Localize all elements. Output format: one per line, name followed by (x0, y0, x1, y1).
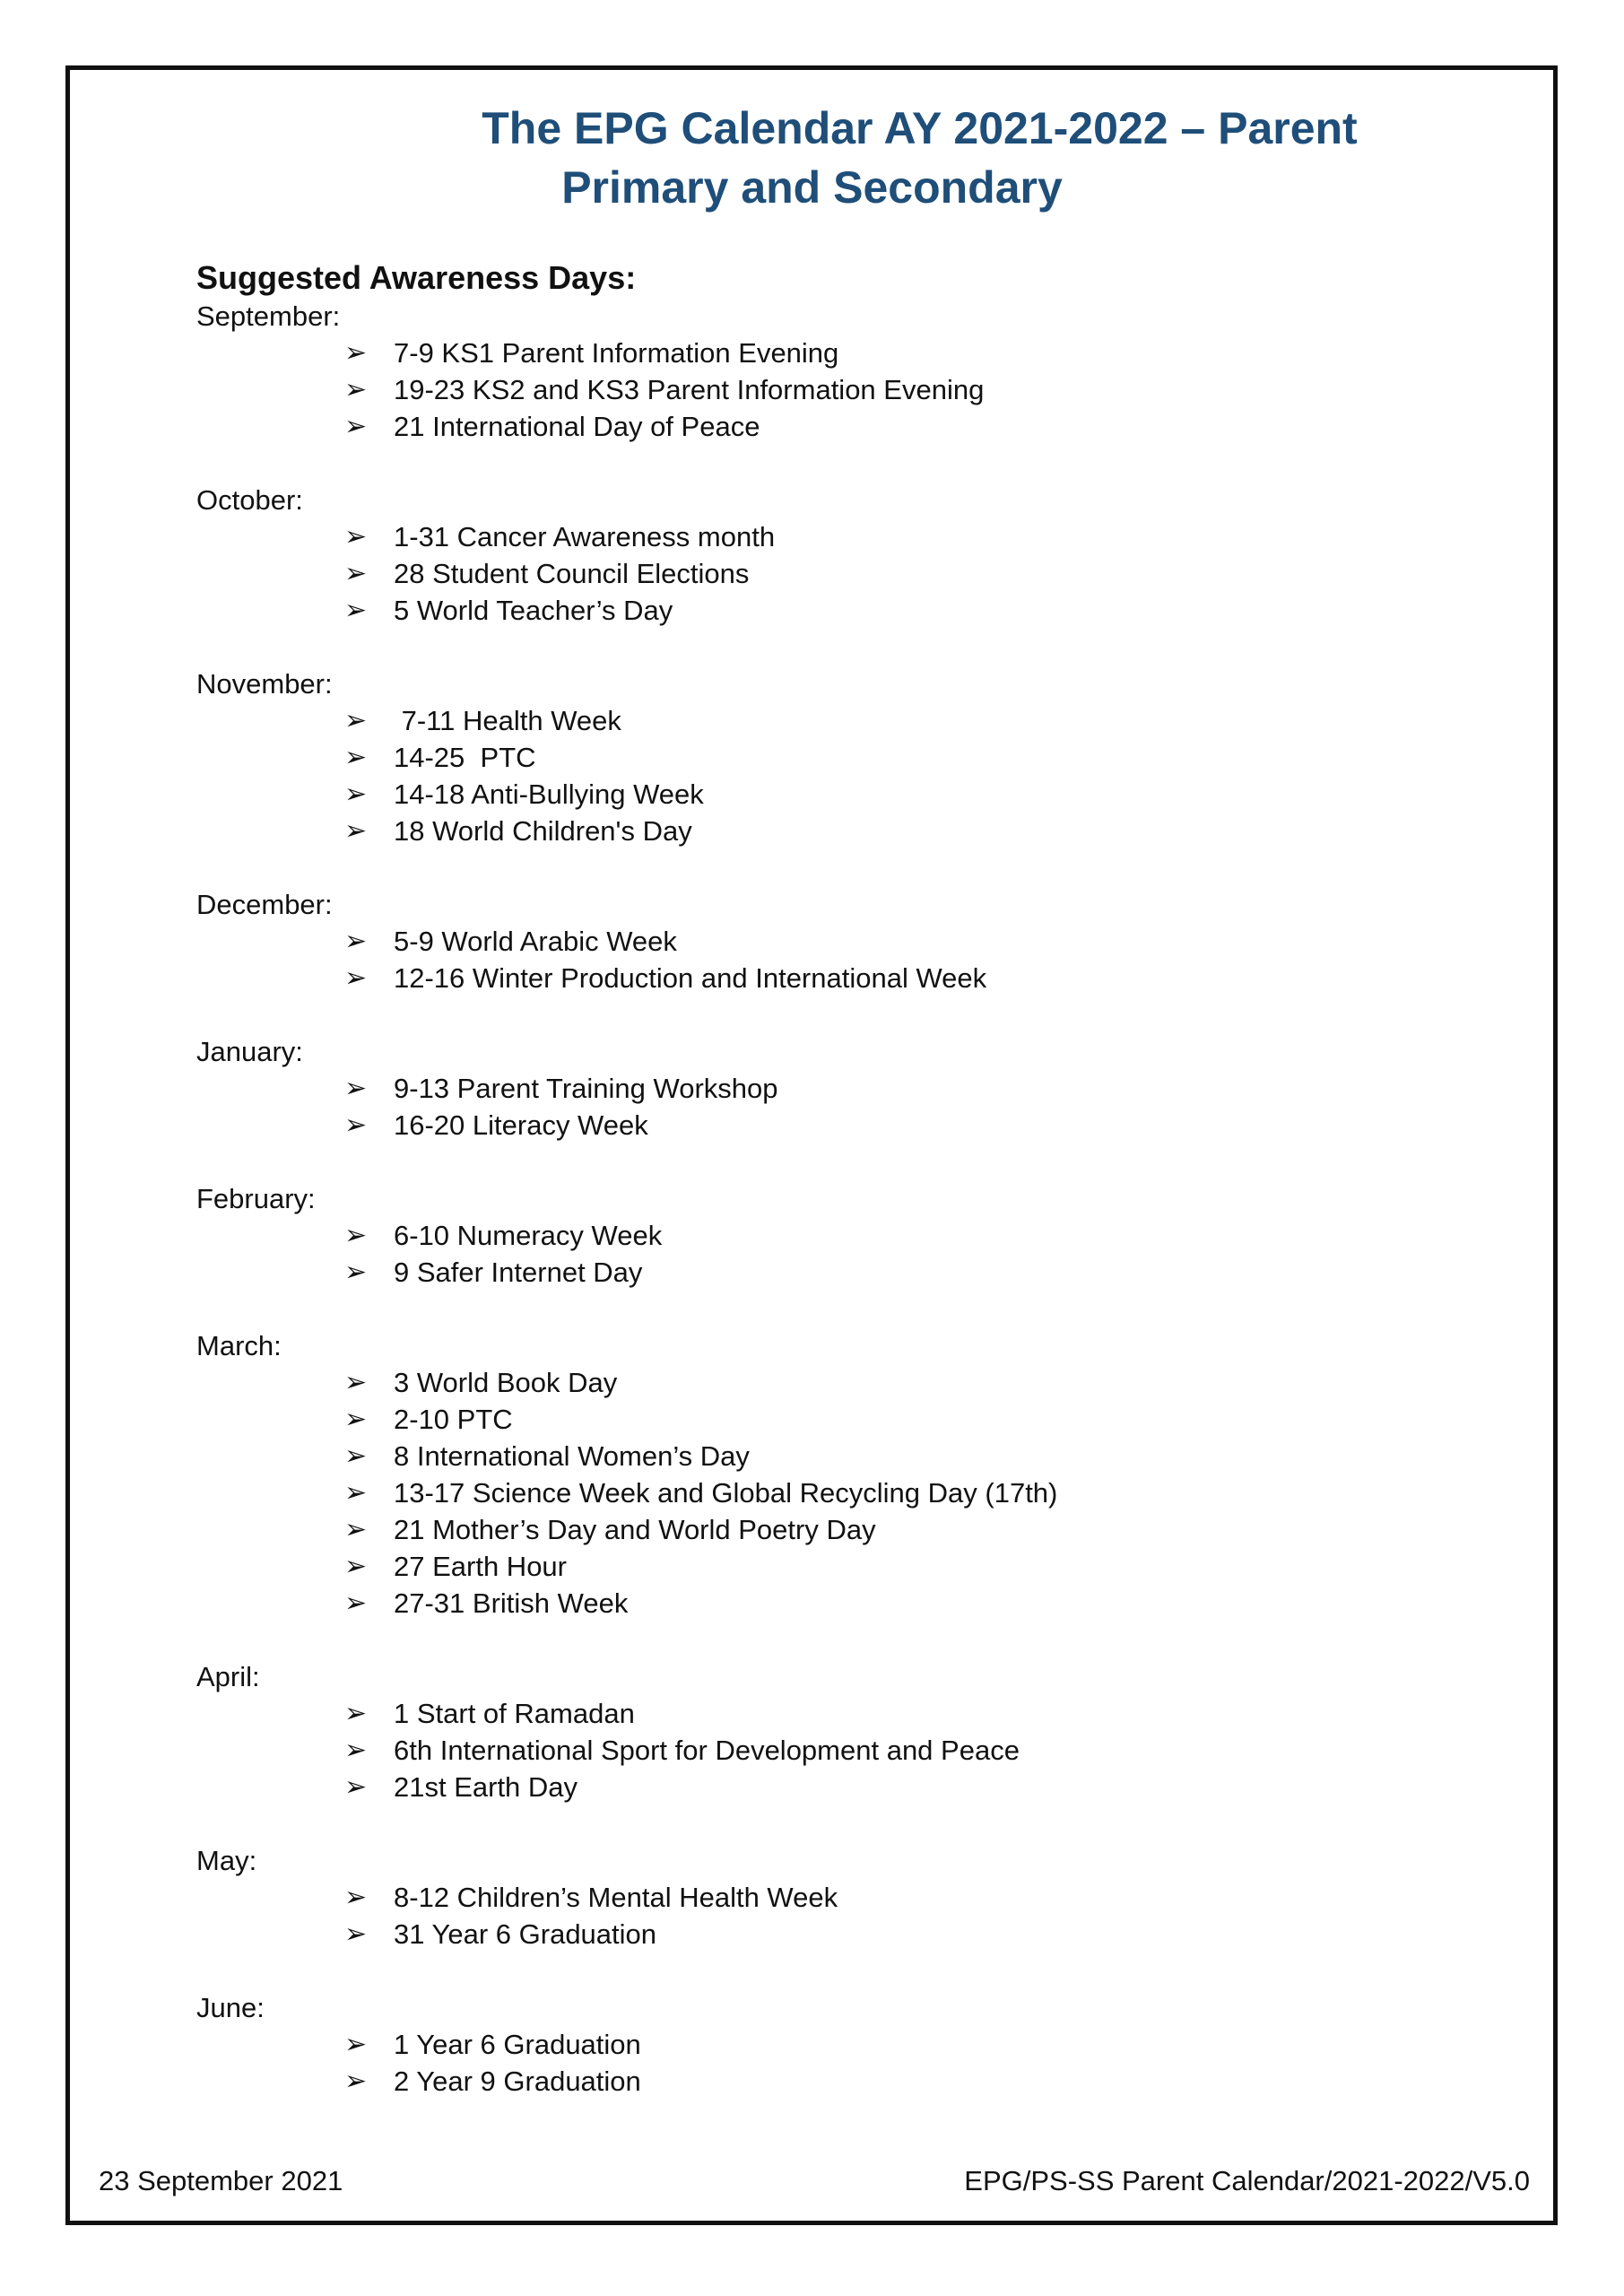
event-text: 21 International Day of Peace (394, 410, 760, 442)
event-text: 2-10 PTC (394, 1403, 513, 1435)
list-item (196, 702, 1452, 739)
list-item (196, 1511, 1452, 1548)
month-block (196, 1842, 1452, 1989)
event-text: 18 World Children's Day (394, 814, 692, 847)
event-text: 5 World Teacher’s Day (394, 594, 673, 626)
event-text: 3 World Book Day (394, 1366, 618, 1398)
month-label: February: (196, 1183, 316, 1214)
month-label: October: (196, 484, 303, 516)
event-text: 14-25 PTC (394, 741, 536, 773)
arrow-bullet-icon: ➢ (344, 522, 368, 552)
month-label: May: (196, 1845, 257, 1876)
event-text: 21 Mother’s Day and World Poetry Day (394, 1513, 876, 1545)
event-text: 1-31 Cancer Awareness month (394, 520, 776, 552)
arrow-bullet-icon: ➢ (344, 1699, 368, 1728)
title-line-1: The EPG Calendar AY 2021-2022 – Parent (482, 103, 1358, 153)
list-item (196, 739, 1452, 776)
list-item (196, 1401, 1452, 1438)
arrow-bullet-icon: ➢ (344, 1441, 368, 1471)
month-block (196, 665, 1452, 886)
arrow-bullet-icon: ➢ (344, 559, 368, 588)
arrow-bullet-icon: ➢ (344, 1515, 368, 1544)
arrow-bullet-icon: ➢ (344, 926, 368, 956)
arrow-bullet-icon: ➢ (344, 1478, 368, 1508)
event-text: 9 Safer Internet Day (394, 1256, 643, 1288)
list-item (196, 1474, 1452, 1511)
month-spacer (196, 1291, 1452, 1327)
list-item (196, 1070, 1452, 1107)
page-title (0, 99, 1624, 217)
month-block (196, 1033, 1452, 1180)
month-spacer (196, 1144, 1452, 1180)
event-text: 8 International Women’s Day (394, 1439, 750, 1472)
month-block (196, 1180, 1452, 1327)
month-block (196, 1989, 1452, 2100)
list-item (196, 1585, 1452, 1622)
arrow-bullet-icon: ➢ (344, 1772, 368, 1802)
month-block (196, 482, 1452, 665)
event-list (196, 1879, 1452, 1952)
event-text: 6th International Sport for Development and Peace (394, 1734, 1020, 1766)
event-text: 21st Earth Day (394, 1770, 578, 1803)
list-item (196, 518, 1452, 555)
arrow-bullet-icon: ➢ (344, 2030, 368, 2059)
arrow-bullet-icon: ➢ (344, 1110, 368, 1140)
list-item (196, 335, 1452, 371)
arrow-bullet-icon: ➢ (344, 375, 368, 404)
arrow-bullet-icon: ➢ (344, 743, 368, 772)
month-spacer (196, 996, 1452, 1033)
section-heading: Suggested Awareness Days: (196, 259, 637, 296)
arrow-bullet-icon: ➢ (344, 779, 368, 809)
event-text: 9-13 Parent Training Workshop (394, 1072, 778, 1104)
event-list (196, 1070, 1452, 1144)
event-text: 5-9 World Arabic Week (394, 925, 677, 957)
arrow-bullet-icon: ➢ (344, 1883, 368, 1912)
arrow-bullet-icon: ➢ (344, 706, 368, 735)
arrow-bullet-icon: ➢ (344, 338, 368, 368)
event-list (196, 518, 1452, 629)
event-text: 12-16 Winter Production and International Week (394, 961, 987, 994)
list-item (196, 1364, 1452, 1401)
month-label: November: (196, 668, 333, 700)
list-item (196, 1254, 1452, 1291)
month-spacer (196, 849, 1452, 886)
arrow-bullet-icon: ➢ (344, 1552, 368, 1581)
event-list (196, 923, 1452, 996)
title-line-2: Primary and Secondary (561, 162, 1063, 213)
event-text: 2 Year 9 Graduation (394, 2065, 641, 2097)
event-text: 27 Earth Hour (394, 1550, 567, 1582)
arrow-bullet-icon: ➢ (344, 1257, 368, 1287)
list-item (196, 923, 1452, 960)
event-text: 1 Year 6 Graduation (394, 2028, 641, 2060)
event-list (196, 702, 1452, 849)
month-block (196, 298, 1452, 482)
event-text: 16-20 Literacy Week (394, 1109, 648, 1141)
list-item (196, 1695, 1452, 1732)
arrow-bullet-icon: ➢ (344, 816, 368, 846)
list-item (196, 1217, 1452, 1254)
month-label: December: (196, 889, 333, 920)
event-text: 1 Start of Ramadan (394, 1697, 635, 1729)
event-text: 6-10 Numeracy Week (394, 1219, 663, 1251)
list-item (196, 776, 1452, 813)
event-list (196, 2026, 1452, 2100)
arrow-bullet-icon: ➢ (344, 963, 368, 993)
list-item (196, 2026, 1452, 2063)
list-item (196, 555, 1452, 592)
event-text: 13-17 Science Week and Global Recycling Day (17th) (394, 1476, 1058, 1509)
event-text: 19-23 KS2 and KS3 Parent Information Evening (394, 373, 985, 405)
event-list (196, 1695, 1452, 1805)
list-item (196, 1916, 1452, 1952)
arrow-bullet-icon: ➢ (344, 1919, 368, 1949)
list-item (196, 960, 1452, 996)
month-spacer (196, 1952, 1452, 1989)
list-item (196, 1438, 1452, 1474)
event-text: 31 Year 6 Graduation (394, 1918, 657, 1950)
list-item (196, 592, 1452, 629)
month-label: January: (196, 1036, 303, 1067)
month-label: September: (196, 300, 341, 332)
event-list (196, 1217, 1452, 1291)
list-item (196, 1769, 1452, 1805)
month-label: June: (196, 1992, 265, 2023)
list-item (196, 371, 1452, 408)
list-item (196, 1107, 1452, 1144)
footer-document-id: EPG/PS-SS Parent Calendar/2021-2022/V5.0 (964, 2165, 1530, 2196)
event-text: 8-12 Children’s Mental Health Week (394, 1881, 838, 1913)
event-list (196, 1364, 1452, 1622)
arrow-bullet-icon: ➢ (344, 412, 368, 441)
month-block (196, 1327, 1452, 1658)
arrow-bullet-icon: ➢ (344, 596, 368, 625)
event-text: 7-11 Health Week (394, 704, 621, 736)
event-text: 27-31 British Week (394, 1587, 629, 1619)
month-block (196, 886, 1452, 1033)
list-item (196, 1548, 1452, 1585)
month-label: March: (196, 1330, 282, 1361)
arrow-bullet-icon: ➢ (344, 1368, 368, 1397)
list-item (196, 408, 1452, 445)
event-text: 28 Student Council Elections (394, 557, 750, 589)
month-spacer (196, 445, 1452, 482)
month-spacer (196, 629, 1452, 665)
event-text: 14-18 Anti-Bullying Week (394, 778, 704, 810)
list-item (196, 1732, 1452, 1769)
list-item (196, 813, 1452, 849)
list-item (196, 2063, 1452, 2100)
arrow-bullet-icon: ➢ (344, 1074, 368, 1103)
arrow-bullet-icon: ➢ (344, 2066, 368, 2096)
month-list (196, 298, 1452, 2100)
month-spacer (196, 1622, 1452, 1658)
arrow-bullet-icon: ➢ (344, 1221, 368, 1250)
arrow-bullet-icon: ➢ (344, 1735, 368, 1765)
month-label: April: (196, 1661, 260, 1692)
arrow-bullet-icon: ➢ (344, 1588, 368, 1618)
arrow-bullet-icon: ➢ (344, 1405, 368, 1434)
footer-date: 23 September 2021 (99, 2165, 343, 2196)
month-block (196, 1658, 1452, 1842)
event-text: 7-9 KS1 Parent Information Evening (394, 336, 839, 369)
event-list (196, 335, 1452, 445)
month-spacer (196, 1805, 1452, 1842)
list-item (196, 1879, 1452, 1916)
